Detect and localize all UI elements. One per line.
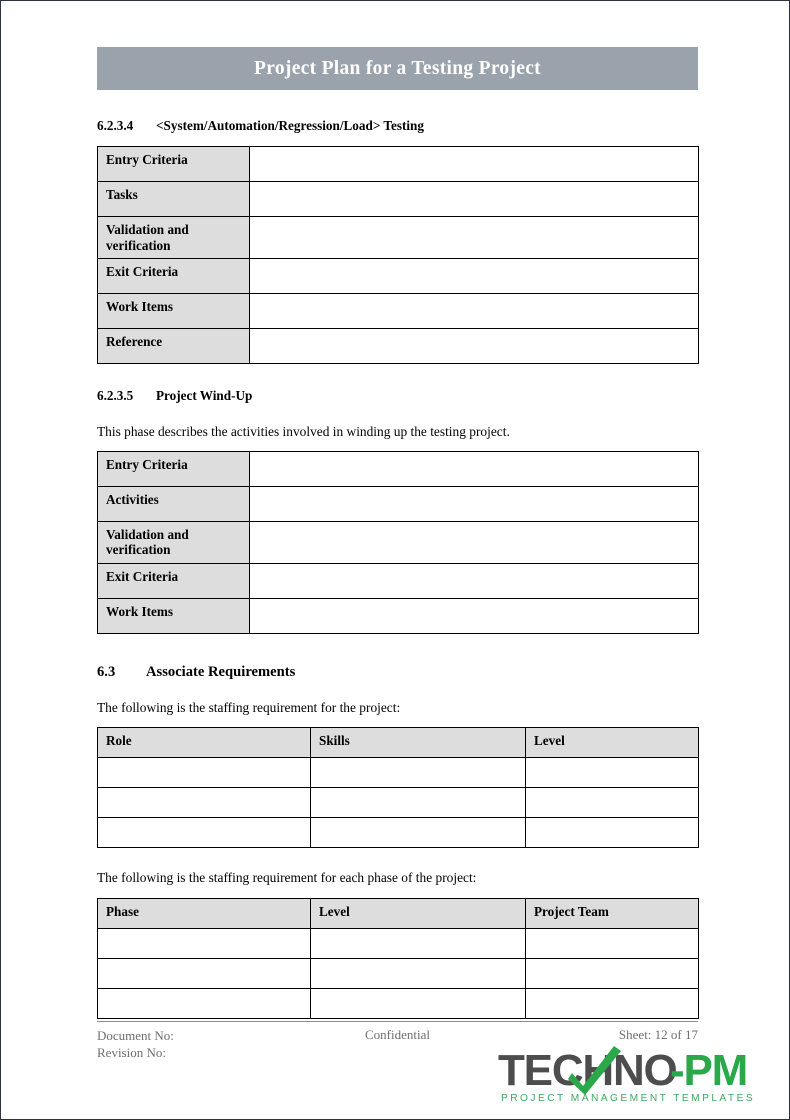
cell-level[interactable]: [311, 988, 526, 1018]
row-value[interactable]: [250, 486, 699, 521]
row-label: Work Items: [98, 598, 250, 633]
footer-divider: [97, 1021, 698, 1022]
logo-tagline: PROJECT MANAGEMENT TEMPLATES: [501, 1093, 756, 1104]
table-row: [98, 598, 699, 633]
staffing-phase-intro-paragraph: The following is the staffing requirement for each phase of the project:: [97, 870, 477, 886]
heading-text: Associate Requirements: [146, 663, 296, 680]
row-label: Exit Criteria: [98, 563, 250, 598]
table-row: [98, 928, 699, 958]
row-value[interactable]: [250, 182, 699, 217]
heading-number: 6.2.3.4: [97, 118, 134, 133]
cell-phase[interactable]: [98, 988, 311, 1018]
heading-number: 6.3: [97, 663, 116, 680]
row-label: Validation and verification: [98, 217, 250, 259]
table-row: [98, 329, 699, 364]
row-value[interactable]: [250, 329, 699, 364]
cell-project-team[interactable]: [526, 988, 699, 1018]
testing-phase-table: [97, 146, 699, 364]
staffing-per-phase-table: [97, 898, 699, 1019]
cell-level[interactable]: [526, 788, 699, 818]
heading-text: Project Wind-Up: [156, 388, 253, 404]
footer-document-no: Document No:: [97, 1028, 174, 1043]
row-label: Exit Criteria: [98, 259, 250, 294]
table-row: [98, 147, 699, 182]
column-header-skills: Skills: [311, 728, 526, 758]
staffing-intro-paragraph: The following is the staffing requirement for the project:: [97, 699, 401, 715]
cell-level[interactable]: [311, 928, 526, 958]
logo-text-dark: TECHNO: [498, 1046, 677, 1095]
cell-level[interactable]: [526, 818, 699, 848]
row-label: Entry Criteria: [98, 451, 250, 486]
column-header-project-team: Project Team: [526, 898, 699, 928]
heading-6-2-3-4: [97, 118, 698, 134]
cell-skills[interactable]: [311, 818, 526, 848]
cell-role[interactable]: [98, 758, 311, 788]
logo-text-green: -PM: [670, 1046, 748, 1095]
row-label: Entry Criteria: [98, 147, 250, 182]
document-title-banner: [97, 47, 698, 90]
row-value[interactable]: [250, 259, 699, 294]
column-header-level: Level: [526, 728, 699, 758]
table-row: [98, 958, 699, 988]
cell-skills[interactable]: [311, 758, 526, 788]
document-body: [97, 1, 698, 1019]
table-row: [98, 758, 699, 788]
heading-number: 6.2.3.5: [97, 388, 134, 404]
row-value[interactable]: [250, 147, 699, 182]
table-header-row: [98, 898, 699, 928]
footer-confidential: Confidential: [365, 1027, 430, 1042]
table-row: [98, 563, 699, 598]
table-row: [98, 486, 699, 521]
row-value[interactable]: [250, 598, 699, 633]
footer-sheet-number: Sheet: 12 of 17: [618, 1027, 698, 1042]
techno-pm-logo: [498, 1043, 788, 1105]
row-label: Work Items: [98, 294, 250, 329]
row-value[interactable]: [250, 563, 699, 598]
cell-phase[interactable]: [98, 928, 311, 958]
heading-text: <System/Automation/Regression/Load> Testing: [156, 118, 424, 133]
row-value[interactable]: [250, 217, 699, 259]
cell-level[interactable]: [311, 958, 526, 988]
table-row: [98, 294, 699, 329]
page-title: Project Plan for a Testing Project: [254, 57, 541, 79]
row-value[interactable]: [250, 521, 699, 563]
row-label: Validation and verification: [98, 521, 250, 563]
cell-phase[interactable]: [98, 958, 311, 988]
cell-skills[interactable]: [311, 788, 526, 818]
staffing-requirement-table: [97, 727, 699, 848]
table-row: [98, 988, 699, 1018]
table-row: [98, 788, 699, 818]
table-row: [98, 259, 699, 294]
project-wind-up-table: [97, 451, 699, 634]
wind-up-intro-paragraph: This phase describes the activities involved in winding up the testing project.: [97, 424, 510, 440]
cell-project-team[interactable]: [526, 958, 699, 988]
row-label: Activities: [98, 486, 250, 521]
row-label: Tasks: [98, 182, 250, 217]
table-row: [98, 818, 699, 848]
cell-project-team[interactable]: [526, 928, 699, 958]
heading-6-2-3-5: [97, 388, 698, 404]
table-row: [98, 182, 699, 217]
column-header-role: Role: [98, 728, 311, 758]
heading-6-3: [97, 664, 698, 681]
table-header-row: [98, 728, 699, 758]
table-row: [98, 521, 699, 563]
row-value[interactable]: [250, 451, 699, 486]
cell-role[interactable]: [98, 788, 311, 818]
row-value[interactable]: [250, 294, 699, 329]
row-label: Reference: [98, 329, 250, 364]
footer-revision-no: Revision No:: [97, 1045, 166, 1061]
column-header-phase: Phase: [98, 898, 311, 928]
cell-role[interactable]: [98, 818, 311, 848]
table-row: [98, 451, 699, 486]
column-header-level: Level: [311, 898, 526, 928]
logo-graphic: [498, 1043, 788, 1105]
cell-level[interactable]: [526, 758, 699, 788]
table-row: [98, 217, 699, 259]
